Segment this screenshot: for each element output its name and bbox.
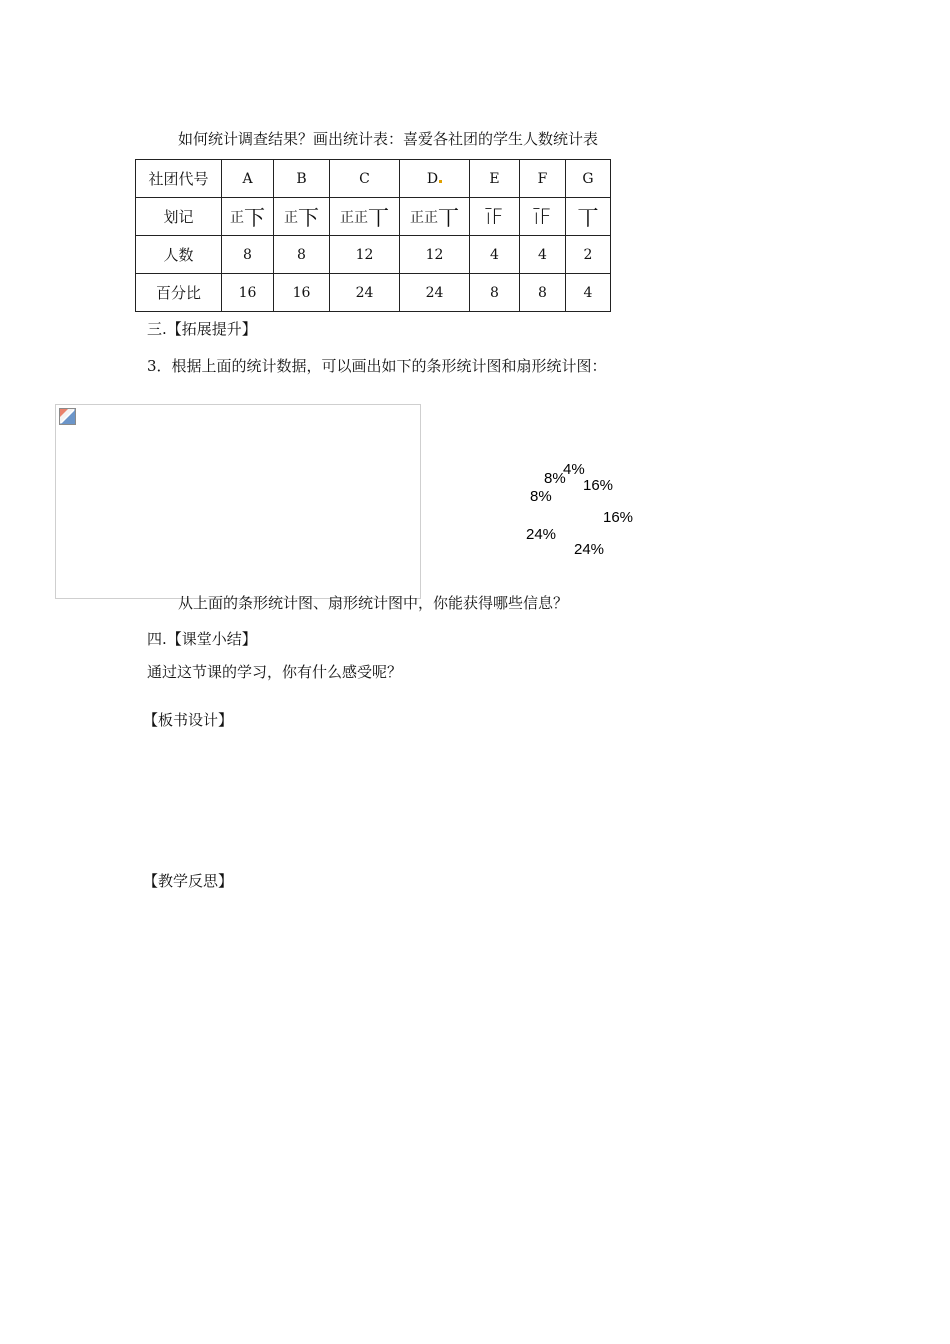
tally-cell (566, 198, 611, 236)
row-label: 划记 (136, 198, 222, 236)
table-row (136, 160, 611, 198)
tally-cell (330, 198, 400, 236)
pie-label: 24% (574, 541, 605, 558)
table-row (136, 198, 611, 236)
count-cell: 4 (520, 236, 566, 274)
broken-image-icon (59, 408, 76, 425)
tally-big: 下 (244, 205, 265, 230)
table-header-cell: A (222, 160, 274, 198)
percent-cell: 16 (274, 274, 330, 312)
tally-big: īF (485, 204, 504, 229)
table-row (136, 274, 611, 312)
count-cell: 8 (274, 236, 330, 274)
row-label: 人数 (136, 236, 222, 274)
table-header-cell: F (520, 160, 566, 198)
table-row (136, 236, 611, 274)
tally-small: 正 (284, 209, 298, 226)
section-4-heading: 四.【课堂小结】 (147, 630, 257, 648)
tally-cell (274, 198, 330, 236)
intro-text: 如何统计调查结果？画出统计表：喜爱各社团的学生人数统计表 (178, 130, 599, 148)
table-header-cell: C (330, 160, 400, 198)
table-header-cell: B (274, 160, 330, 198)
question-3: 3．根据上面的统计数据，可以画出如下的条形统计图和扇形统计图： (147, 357, 607, 375)
tally-big: 丅 (368, 205, 389, 230)
percent-cell: 24 (330, 274, 400, 312)
pie-label: 16% (603, 509, 634, 526)
table-header-cell: E (470, 160, 520, 198)
board-design-heading: 【板书设计】 (143, 711, 234, 729)
count-cell: 8 (222, 236, 274, 274)
marker-dot (439, 180, 442, 183)
table-header-cell: G (566, 160, 611, 198)
pie-label: 8% (544, 470, 566, 487)
info-question: 从上面的条形统计图、扇形统计图中，你能获得哪些信息？ (178, 594, 569, 612)
pie-label: 24% (526, 526, 557, 543)
count-cell: 12 (400, 236, 470, 274)
tally-cell (222, 198, 274, 236)
tally-small: 正 (230, 209, 244, 226)
table-header-cell: 社团代号 (136, 160, 222, 198)
tally-small: 正正 (340, 209, 368, 226)
percent-cell: 24 (400, 274, 470, 312)
summary-question: 通过这节课的学习，你有什么感受呢？ (147, 663, 403, 681)
section-3-heading: 三.【拓展提升】 (147, 320, 257, 338)
pie-label: 4% (563, 461, 585, 478)
tally-cell (470, 198, 520, 236)
tally-big: 下 (298, 205, 319, 230)
row-label: 百分比 (136, 274, 222, 312)
table-header-cell (400, 160, 470, 198)
tally-cell (520, 198, 566, 236)
tally-table (135, 159, 611, 312)
tally-cell (400, 198, 470, 236)
tally-big: īF (533, 204, 552, 229)
percent-cell: 8 (470, 274, 520, 312)
header-d: D (426, 170, 439, 187)
percent-cell: 8 (520, 274, 566, 312)
percent-cell: 4 (566, 274, 611, 312)
tally-small: 正正 (410, 209, 438, 226)
count-cell: 2 (566, 236, 611, 274)
tally-big: 丅 (438, 205, 459, 230)
teaching-reflection-heading: 【教学反思】 (143, 872, 234, 890)
bar-chart-image-placeholder (55, 404, 421, 599)
percent-cell: 16 (222, 274, 274, 312)
count-cell: 12 (330, 236, 400, 274)
tally-big: 丅 (577, 205, 599, 230)
pie-label: 16% (583, 477, 614, 494)
count-cell: 4 (470, 236, 520, 274)
pie-label: 8% (530, 488, 552, 505)
